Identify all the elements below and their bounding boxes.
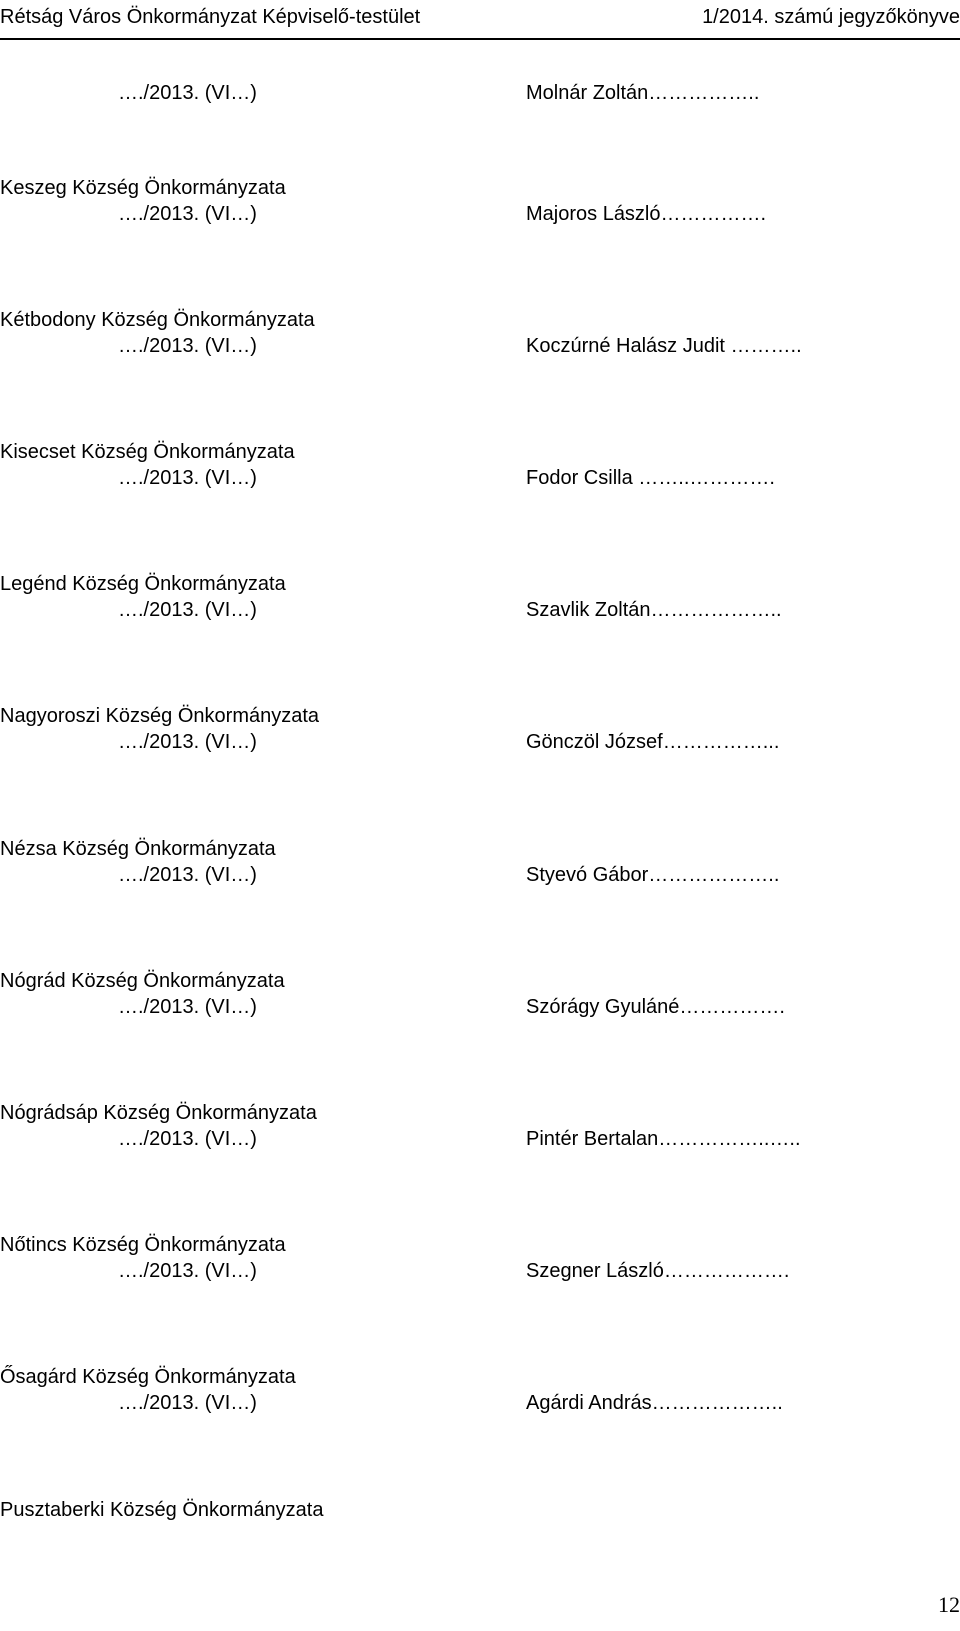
resolution-number: …./2013. (VI…): [118, 335, 257, 357]
header-minutes-number: 1/2014. számú jegyzőkönyve: [702, 6, 960, 28]
resolution-number: …./2013. (VI…): [118, 1260, 257, 1282]
signature-entry: [0, 1366, 960, 1426]
signature-entry: [0, 970, 960, 1030]
council-name: Nagyoroszi Község Önkormányzata: [0, 705, 320, 727]
signature-entry: [0, 1102, 960, 1162]
signatory-name: Szavlik Zoltán………………..: [526, 599, 782, 621]
resolution-number: …./2013. (VI…): [118, 599, 257, 621]
council-name: Kisecset Község Önkormányzata: [0, 441, 295, 463]
resolution-number: …./2013. (VI…): [118, 203, 257, 225]
resolution-number: …./2013. (VI…): [118, 82, 257, 104]
signature-entry: [0, 441, 960, 501]
resolution-number: …./2013. (VI…): [118, 467, 257, 489]
signature-entry: [0, 177, 960, 237]
signature-entry: [0, 56, 960, 116]
signature-entry: [0, 1234, 960, 1294]
signature-entry: [0, 705, 960, 765]
council-name: Nógrádsáp Község Önkormányzata: [0, 1102, 317, 1124]
signatory-name: Styevó Gábor………………..: [526, 864, 780, 886]
signatory-name: Majoros László…………….: [526, 203, 767, 225]
page-number: 12: [938, 1592, 960, 1617]
signatory-name: Molnár Zoltán……………..: [526, 82, 760, 104]
council-name: Nógrád Község Önkormányzata: [0, 970, 285, 992]
signature-entry: [0, 838, 960, 898]
signatory-name: Szegner László……………….: [526, 1260, 790, 1282]
signature-entry: [0, 573, 960, 633]
signatory-name: Agárdi András………………..: [526, 1392, 783, 1414]
signatory-name: Szórágy Gyuláné…………….: [526, 996, 785, 1018]
resolution-number: …./2013. (VI…): [118, 731, 257, 753]
council-name: Nézsa Község Önkormányzata: [0, 838, 276, 860]
signature-entry: [0, 1499, 960, 1559]
council-name: Kétbodony Község Önkormányzata: [0, 309, 315, 331]
header-title: Rétság Város Önkormányzat Képviselő-testület: [0, 6, 421, 28]
council-name: Ősagárd Község Önkormányzata: [0, 1366, 296, 1388]
signature-entry: [0, 309, 960, 369]
council-name: Nőtincs Község Önkormányzata: [0, 1234, 286, 1256]
resolution-number: …./2013. (VI…): [118, 996, 257, 1018]
council-name: Pusztaberki Község Önkormányzata: [0, 1499, 324, 1521]
signatory-name: Fodor Csilla ……..………….: [526, 467, 775, 489]
signatory-name: Pintér Bertalan……………..…..: [526, 1128, 801, 1150]
signatory-name: Koczúrné Halász Judit ………..: [526, 335, 802, 357]
resolution-number: …./2013. (VI…): [118, 864, 257, 886]
council-name: Legénd Község Önkormányzata: [0, 573, 286, 595]
resolution-number: …./2013. (VI…): [118, 1128, 257, 1150]
signatory-name: Gönczöl József……………...: [526, 731, 780, 753]
resolution-number: …./2013. (VI…): [118, 1392, 257, 1414]
page-header: [0, 6, 960, 40]
council-name: Keszeg Község Önkormányzata: [0, 177, 286, 199]
